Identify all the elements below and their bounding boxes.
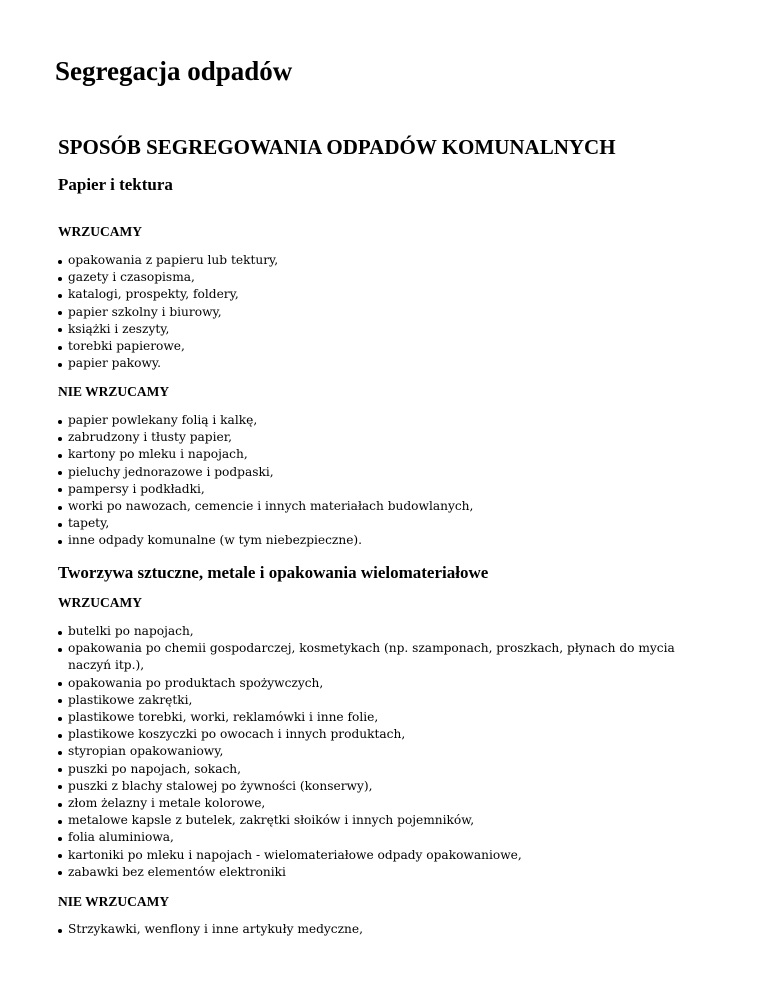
list-item: torebki papierowe, [58, 338, 718, 355]
plastics-accept-list [58, 623, 718, 881]
category-title-plastics: Tworzywa sztuczne, metale i opakowania wielomateriałowe [58, 563, 489, 582]
list-item: gazety i czasopisma, [58, 269, 718, 286]
plastics-reject-label: NIE WRZUCAMY [58, 894, 170, 909]
paper-accept-list [58, 252, 718, 372]
list-item: butelki po napojach, [58, 623, 718, 640]
list-item: papier szkolny i biurowy, [58, 304, 718, 321]
list-item: plastikowe zakrętki, [58, 692, 718, 709]
list-item: zabrudzony i tłusty papier, [58, 429, 718, 446]
list-item: opakowania z papieru lub tektury, [58, 252, 718, 269]
list-item: pieluchy jednorazowe i podpaski, [58, 464, 718, 481]
list-item: opakowania po produktach spożywczych, [58, 675, 718, 692]
list-item: papier powlekany folią i kalkę, [58, 412, 718, 429]
list-item: kartoniki po mleku i napojach - wielomateriałowe odpady opakowaniowe, [58, 847, 718, 864]
paper-reject-label: NIE WRZUCAMY [58, 384, 170, 399]
list-item: puszki z blachy stalowej po żywności (konserwy), [58, 778, 718, 795]
list-item: książki i zeszyty, [58, 321, 718, 338]
category-title-paper: Papier i tektura [58, 175, 173, 194]
paper-reject-list [58, 412, 718, 550]
list-item: kartony po mleku i napojach, [58, 446, 718, 463]
plastics-accept-label: WRZUCAMY [58, 595, 142, 610]
list-item: metalowe kapsle z butelek, zakrętki słoików i innych pojemników, [58, 812, 718, 829]
list-item: zabawki bez elementów elektroniki [58, 864, 718, 881]
list-item: plastikowe koszyczki po owocach i innych produktach, [58, 726, 718, 743]
list-item: puszki po napojach, sokach, [58, 761, 718, 778]
list-item: Strzykawki, wenflony i inne artykuły medyczne, [58, 921, 718, 938]
list-item: katalogi, prospekty, foldery, [58, 286, 718, 303]
list-item: tapety, [58, 515, 718, 532]
page-title: Segregacja odpadów [55, 56, 293, 86]
list-item: styropian opakowaniowy, [58, 743, 718, 760]
list-item: folia aluminiowa, [58, 829, 718, 846]
list-item: worki po nawozach, cemencie i innych materiałach budowlanych, [58, 498, 718, 515]
paper-accept-label: WRZUCAMY [58, 224, 142, 239]
list-item: plastikowe torebki, worki, reklamówki i inne folie, [58, 709, 718, 726]
list-item: pampersy i podkładki, [58, 481, 718, 498]
list-item: opakowania po chemii gospodarczej, kosmetykach (np. szamponach, proszkach, płynach do mycia naczyń itp.), [58, 640, 718, 674]
list-item: papier pakowy. [58, 355, 718, 372]
plastics-reject-list [58, 921, 718, 938]
list-item: złom żelazny i metale kolorowe, [58, 795, 718, 812]
list-item: inne odpady komunalne (w tym niebezpieczne). [58, 532, 718, 549]
section-title: SPOSÓB SEGREGOWANIA ODPADÓW KOMUNALNYCH [58, 135, 616, 159]
